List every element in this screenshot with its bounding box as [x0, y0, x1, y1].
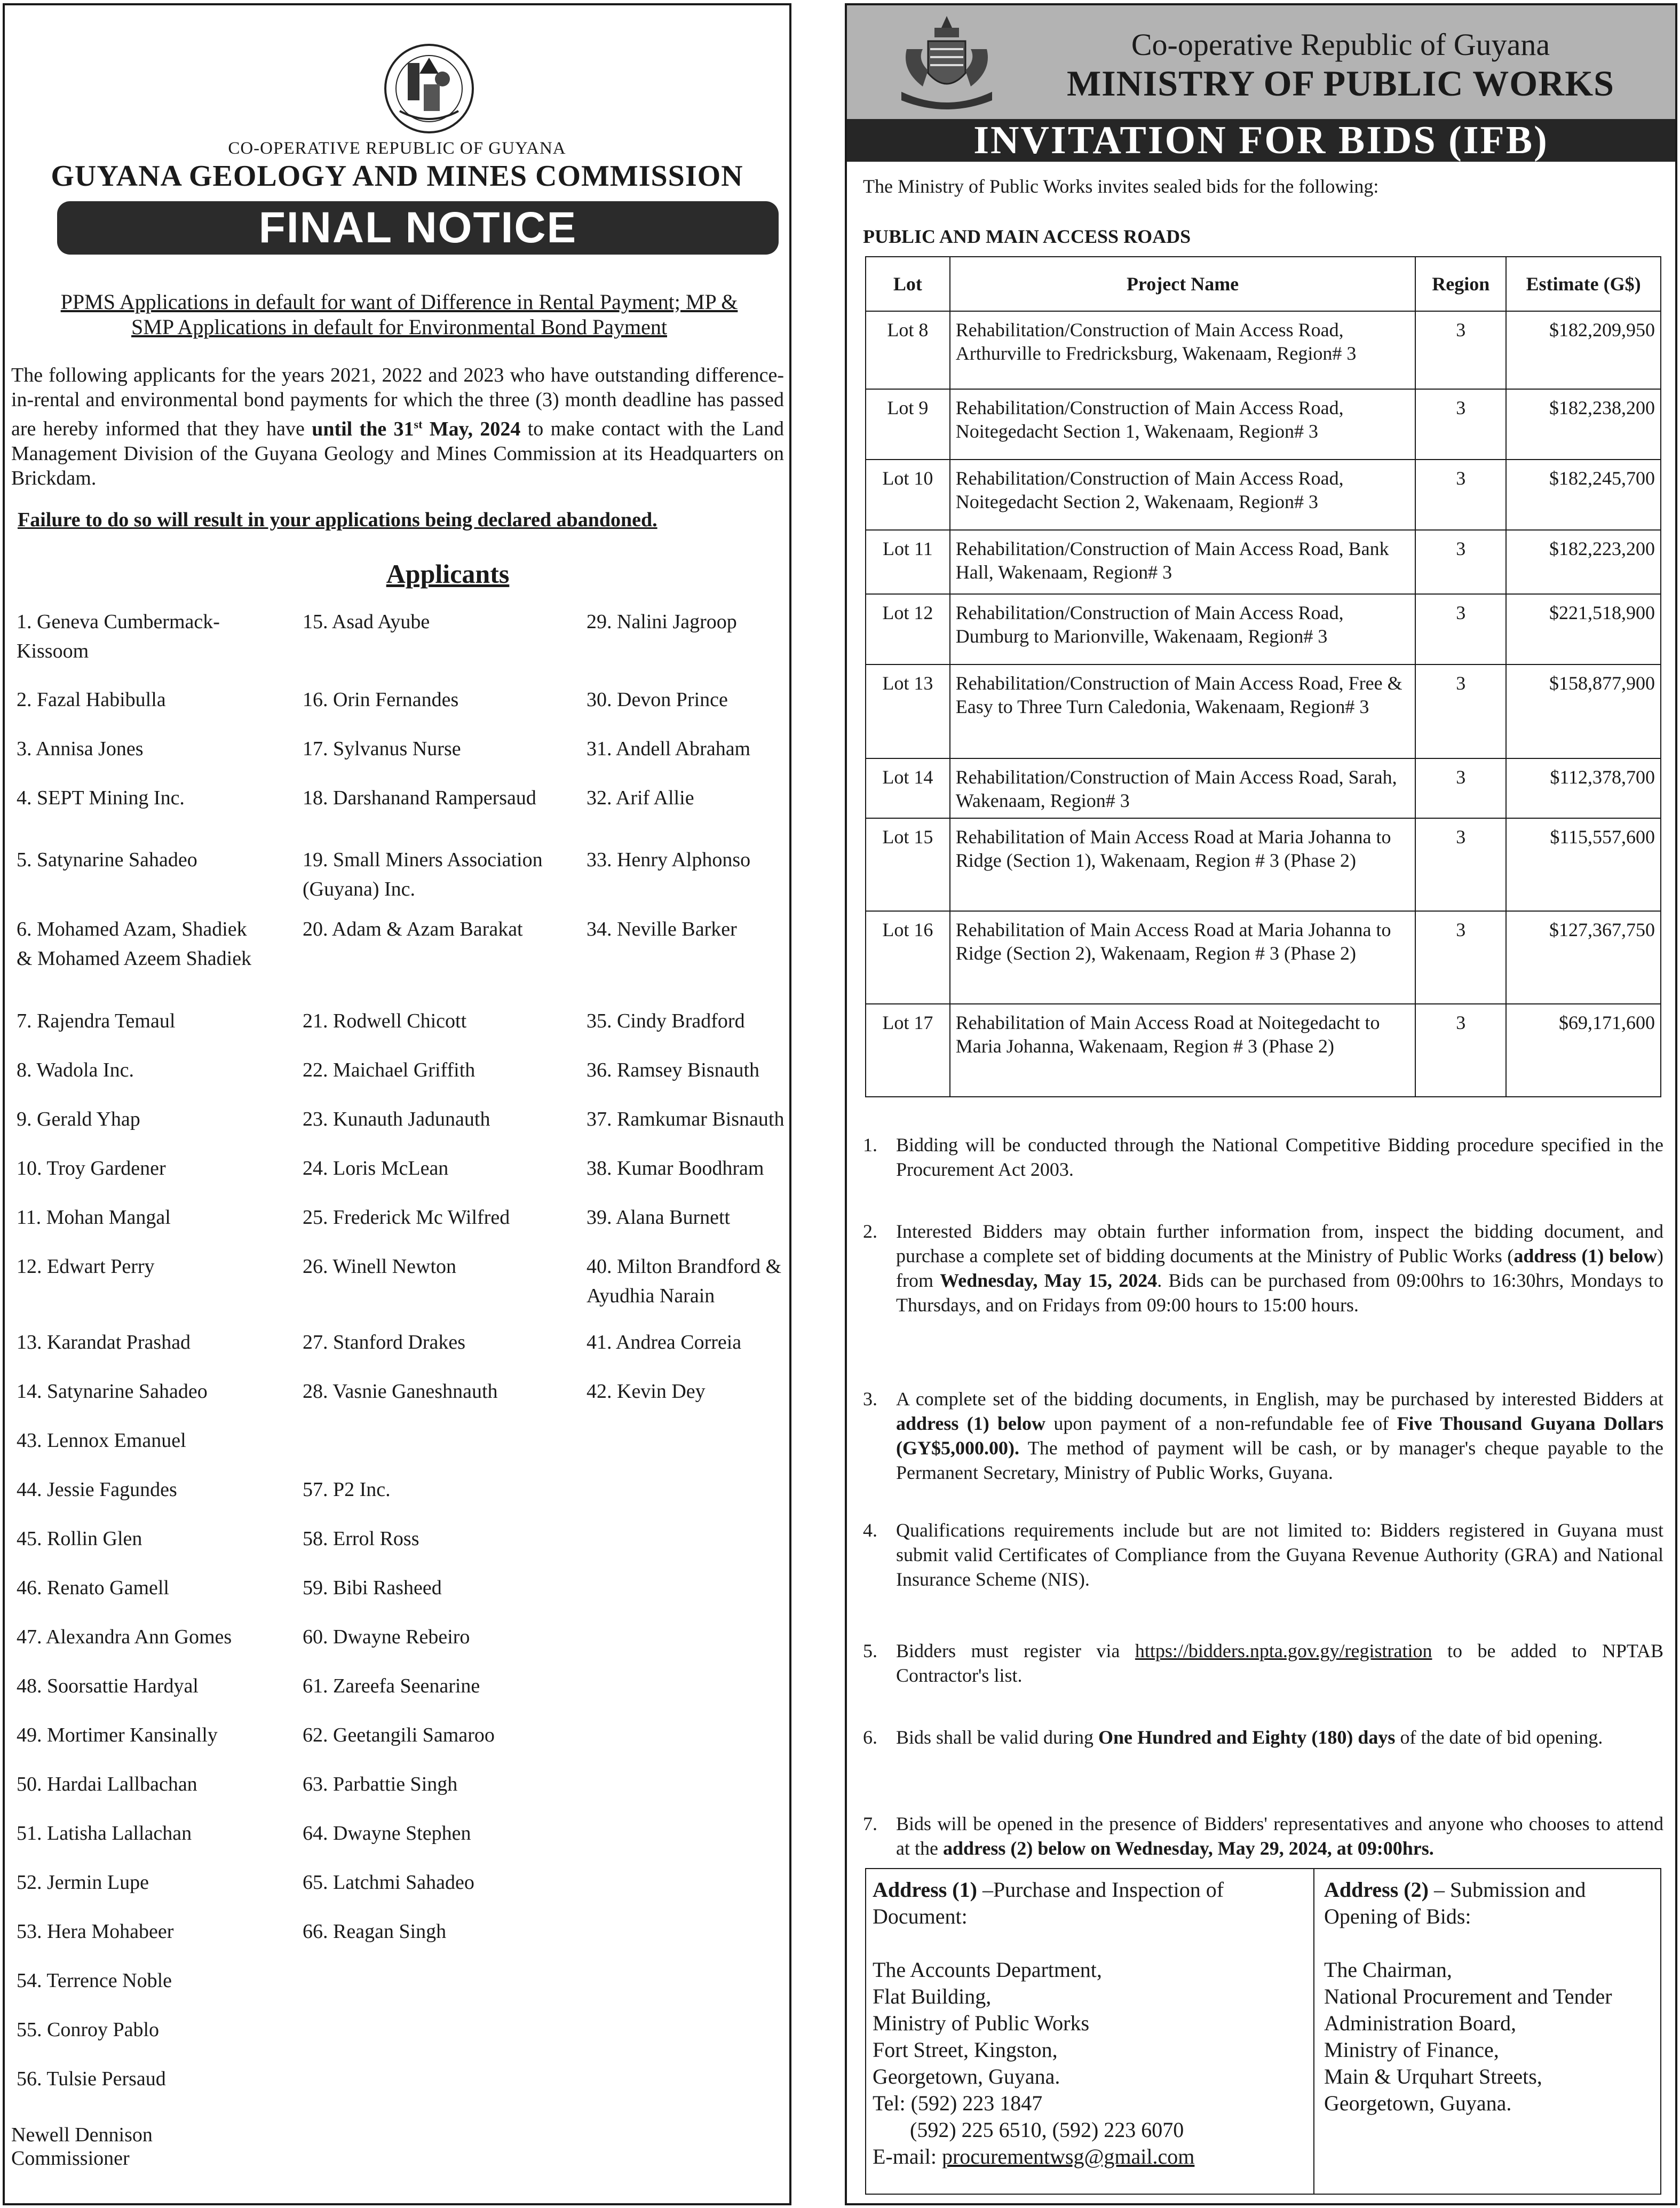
applicant-item: 8. Wadola Inc. [17, 1059, 134, 1081]
applicant-item: 23. Kunauth Jadunauth [303, 1108, 490, 1130]
applicant-item: 46. Renato Gamell [17, 1577, 169, 1599]
clause-number: 3. [863, 1388, 877, 1410]
applicant-item: 43. Lennox Emanuel [17, 1429, 186, 1452]
address-1-heading: Address (1) –Purchase and Inspection of Document: [873, 1878, 1224, 1928]
ifb-banner: INVITATION FOR BIDS (IFB) [847, 119, 1675, 162]
address-line: Flat Building, [873, 1984, 992, 2008]
region-cell: 3 [1415, 460, 1506, 530]
project-cell: Rehabilitation of Main Access Road at Noitegedacht to Maria Johanna, Wakenaam, Region # 3 (Phase 2) [950, 1004, 1416, 1097]
project-cell: Rehabilitation/Construction of Main Access Road, Dumburg to Marionville, Wakenaam, Region# 3 [950, 594, 1416, 664]
ppms-heading-line1: PPMS Applications in default for want of Difference in Rental Payment; MP & [60, 290, 738, 314]
estimate-cell: $112,378,700 [1506, 758, 1661, 818]
intro-paragraph [11, 363, 784, 490]
address-line: Ministry of Finance, [1324, 2038, 1499, 2062]
applicant-item: 16. Orin Fernandes [303, 688, 459, 711]
ppms-heading-line2: SMP Applications in default for Environmental Bond Payment [131, 315, 667, 339]
applicant-item: 35. Cindy Bradford [587, 1010, 745, 1032]
applicant-item: 1. Geneva Cumbermack-Kissoom [17, 611, 220, 662]
mopw-ifb [845, 3, 1677, 2205]
estimate-cell: $221,518,900 [1506, 594, 1661, 664]
applicant-item: 31. Andell Abraham [587, 738, 751, 760]
clause-number: 7. [863, 1813, 877, 1834]
address-1 [866, 1869, 1314, 2194]
header-region: Region [1415, 257, 1506, 311]
estimate-cell: $182,223,200 [1506, 530, 1661, 594]
address-line: Georgetown, Guyana. [873, 2064, 1060, 2088]
lot-cell: Lot 9 [866, 389, 950, 460]
project-cell: Rehabilitation/Construction of Main Access Road, Free & Easy to Three Turn Caledonia, Wakenaam, Region# 3 [950, 664, 1416, 758]
table-row [866, 758, 1661, 818]
applicant-item: 61. Zareefa Seenarine [303, 1675, 480, 1697]
region-cell: 3 [1415, 594, 1506, 664]
applicant-item: 47. Alexandra Ann Gomes [17, 1626, 232, 1648]
applicant-item: 25. Frederick Mc Wilfred [303, 1206, 510, 1229]
address-line: Ministry of Public Works [873, 2011, 1090, 2035]
ggmc-crest-icon [378, 42, 480, 135]
commission-title: GUYANA GEOLOGY AND MINES COMMISSION [51, 160, 743, 193]
republic-subtitle: Co-operative Republic of Guyana [1131, 27, 1550, 62]
table-row [866, 594, 1661, 664]
lot-cell: Lot 12 [866, 594, 950, 664]
lot-cell: Lot 16 [866, 911, 950, 1004]
clause-item [863, 1387, 1663, 1485]
applicant-item: 48. Soorsattie Hardyal [17, 1675, 199, 1697]
clause-number: 1. [863, 1134, 877, 1156]
address-line: National Procurement and Tender [1324, 1984, 1612, 2008]
table-header-row [866, 257, 1661, 311]
applicant-item: 13. Karandat Prashad [17, 1331, 191, 1354]
region-cell: 3 [1415, 818, 1506, 911]
table-row [866, 911, 1661, 1004]
applicant-item: 18. Darshanand Rampersaud [303, 787, 536, 809]
applicant-item: 36. Ramsey Bisnauth [587, 1059, 760, 1081]
signature [11, 2123, 153, 2170]
table-row [866, 389, 1661, 460]
applicant-item: 6. Mohamed Azam, Shadiek & Mohamed Azeem Shadiek [17, 918, 252, 970]
estimate-cell: $182,209,950 [1506, 311, 1661, 389]
ggmc-notice [3, 3, 791, 2205]
applicant-item: 54. Terrence Noble [17, 1969, 172, 1992]
project-cell: Rehabilitation/Construction of Main Access Road, Bank Hall, Wakenaam, Region# 3 [950, 530, 1416, 594]
lot-cell: Lot 11 [866, 530, 950, 594]
invite-text: The Ministry of Public Works invites sealed bids for the following: [863, 176, 1379, 197]
table-row [866, 664, 1661, 758]
clause-text: Bids shall be valid during One Hundred and Eighty (180) days of the date of bid opening. [896, 1727, 1603, 1748]
region-cell: 3 [1415, 530, 1506, 594]
applicant-item: 51. Latisha Lallachan [17, 1822, 192, 1845]
table-row [866, 311, 1661, 389]
applicant-item: 32. Arif Allie [587, 787, 694, 809]
clause-text: Bidding will be conducted through the National Competitive Bidding procedure specified in the Procurement Act 2003. [896, 1134, 1663, 1180]
header-lot: Lot [866, 257, 950, 311]
project-cell: Rehabilitation/Construction of Main Access Road, Arthurville to Fredricksburg, Wakenaam, Region# 3 [950, 311, 1416, 389]
clause-item [863, 1518, 1663, 1592]
section-heading: PUBLIC AND MAIN ACCESS ROADS [863, 226, 1191, 247]
intro-text-before: The following applicants for the years 2021, 2022 and 2023 who have outstanding difference-in-rental and environmental bond payments for which the three (3) month deadline has passed are hereby informed that they have [11, 364, 784, 440]
region-cell: 3 [1415, 1004, 1506, 1097]
address-line: Tel: (592) 223 1847 [873, 2091, 1043, 2115]
table-row [866, 1004, 1661, 1097]
applicant-item: 65. Latchmi Sahadeo [303, 1871, 474, 1894]
applicant-item: 24. Loris McLean [303, 1157, 449, 1180]
applicant-item: 2. Fazal Habibulla [17, 688, 166, 711]
estimate-cell: $115,557,600 [1506, 818, 1661, 911]
applicant-item: 3. Annisa Jones [17, 738, 144, 760]
ministry-header [847, 5, 1675, 119]
table-row [866, 460, 1661, 530]
header-estimate: Estimate (G$) [1506, 257, 1661, 311]
applicant-item: 7. Rajendra Temaul [17, 1010, 176, 1032]
failure-warning: Failure to do so will result in your applications being declared abandoned. [18, 509, 657, 531]
applicant-item: 9. Gerald Yhap [17, 1108, 140, 1130]
applicant-item: 53. Hera Mohabeer [17, 1920, 174, 1943]
lot-cell: Lot 14 [866, 758, 950, 818]
region-cell: 3 [1415, 311, 1506, 389]
region-cell: 3 [1415, 664, 1506, 758]
clause-number: 4. [863, 1520, 877, 1541]
applicant-item: 33. Henry Alphonso [587, 849, 751, 871]
address-line: (592) 225 6510, (592) 223 6070 [873, 2118, 1184, 2142]
table-row [866, 530, 1661, 594]
applicant-item: 5. Satynarine Sahadeo [17, 849, 197, 871]
clause-item [863, 1219, 1663, 1317]
lot-cell: Lot 15 [866, 818, 950, 911]
applicant-item: 58. Errol Ross [303, 1528, 419, 1550]
address-line: Main & Urquhart Streets, [1324, 2064, 1542, 2088]
email-link[interactable]: procurementwsg@gmail.com [941, 2144, 1195, 2169]
applicant-item: 44. Jessie Fagundes [17, 1478, 177, 1501]
applicant-item: 14. Satynarine Sahadeo [17, 1380, 208, 1403]
clause-item [863, 1639, 1663, 1688]
estimate-cell: $182,245,700 [1506, 460, 1661, 530]
clause-number: 2. [863, 1221, 877, 1242]
applicant-item: 34. Neville Barker [587, 918, 737, 940]
applicant-item: 38. Kumar Boodhram [587, 1157, 764, 1180]
final-notice-banner: FINAL NOTICE [57, 201, 779, 255]
applicant-item: 49. Mortimer Kansinally [17, 1724, 218, 1746]
applicant-item: 41. Andrea Correia [587, 1331, 742, 1354]
intro-deadline: until the 31st May, 2024 [312, 417, 521, 440]
applicant-item: 12. Edwart Perry [17, 1255, 155, 1278]
address-1-lines [873, 1957, 1307, 2143]
ministry-title: MINISTRY OF PUBLIC WORKS [1066, 63, 1614, 104]
intro-text-after: to make contact with the Land Management Division of the Guyana Geology and Mines Commission at its Headquarters on Brickdam. [11, 417, 784, 489]
applicant-item: 29. Nalini Jagroop [587, 611, 737, 633]
applicants-title: Applicants [386, 559, 510, 589]
signature-name: Newell Dennison [11, 2124, 153, 2146]
applicant-item: 66. Reagan Singh [303, 1920, 447, 1943]
applicant-item: 30. Devon Prince [587, 688, 728, 711]
lot-cell: Lot 8 [866, 311, 950, 389]
project-cell: Rehabilitation of Main Access Road at Maria Johanna to Ridge (Section 2), Wakenaam, Region # 3 (Phase 2) [950, 911, 1416, 1004]
table-row [866, 818, 1661, 911]
project-cell: Rehabilitation of Main Access Road at Maria Johanna to Ridge (Section 1), Wakenaam, Region # 3 (Phase 2) [950, 818, 1416, 911]
address-line: Georgetown, Guyana. [1324, 2091, 1512, 2115]
clause-text: Bidders must register via https://bidders.npta.gov.gy/registration to be added to NPTAB Contractor's list. [896, 1640, 1663, 1686]
clause-text: A complete set of the bidding documents, in English, may be purchased by interested Bidders at address (1) below upon payment of a non-refundable fee of Five Thousand Guyana Dollars (GY$5,000.00). The method of payment will be cash, or by manager's cheque payable to the Permanent Secretary, Ministry of Public Works, Guyana. [896, 1388, 1663, 1483]
applicant-item: 19. Small Miners Association (Guyana) Inc. [303, 849, 543, 900]
applicant-item: 10. Troy Gardener [17, 1157, 166, 1180]
applicant-item: 4. SEPT Mining Inc. [17, 787, 185, 809]
address-line: Fort Street, Kingston, [873, 2038, 1058, 2062]
address-line: Administration Board, [1324, 2011, 1516, 2035]
applicant-item: 42. Kevin Dey [587, 1380, 706, 1403]
clause-item [863, 1133, 1663, 1182]
address-2-lines [1324, 1957, 1654, 2117]
country-subtitle: CO-OPERATIVE REPUBLIC OF GUYANA [228, 139, 566, 158]
registration-link[interactable]: https://bidders.npta.gov.gy/registration [1135, 1640, 1432, 1661]
applicant-item: 20. Adam & Azam Barakat [303, 918, 523, 940]
applicant-item: 37. Ramkumar Bisnauth [587, 1108, 784, 1130]
address-1-email: E-mail: procurementwsg@gmail.com [873, 2144, 1195, 2169]
applicant-item: 60. Dwayne Rebeiro [303, 1626, 470, 1648]
applicant-item: 52. Jermin Lupe [17, 1871, 149, 1894]
clause-number: 5. [863, 1640, 877, 1661]
applicant-item: 55. Conroy Pablo [17, 2019, 160, 2041]
clause-text: Qualifications requirements include but are not limited to: Bidders registered in Guyana must submit valid Certificates of Compliance from the Guyana Revenue Authority (GRA) and National Insurance Scheme (NIS). [896, 1520, 1663, 1590]
region-cell: 3 [1415, 389, 1506, 460]
project-cell: Rehabilitation/Construction of Main Access Road, Sarah, Wakenaam, Region# 3 [950, 758, 1416, 818]
lot-cell: Lot 13 [866, 664, 950, 758]
address-box [865, 1868, 1661, 2195]
lot-cell: Lot 17 [866, 1004, 950, 1097]
applicant-item: 26. Winell Newton [303, 1255, 457, 1278]
applicant-item: 45. Rollin Glen [17, 1528, 142, 1550]
applicant-item: 64. Dwayne Stephen [303, 1822, 471, 1845]
region-cell: 3 [1415, 911, 1506, 1004]
estimate-cell: $182,238,200 [1506, 389, 1661, 460]
header-project: Project Name [950, 257, 1416, 311]
applicant-item: 63. Parbattie Singh [303, 1773, 458, 1795]
applicant-item: 56. Tulsie Persaud [17, 2068, 166, 2090]
clause-text: Bids will be opened in the presence of Bidders' representatives and anyone who chooses to attend at the address (2) below on Wednesday, May 29, 2024, at 09:00hrs. [896, 1813, 1663, 1859]
applicant-item: 27. Stanford Drakes [303, 1331, 465, 1354]
applicant-item: 15. Asad Ayube [303, 611, 430, 633]
bids-table [865, 256, 1661, 1097]
project-cell: Rehabilitation/Construction of Main Access Road, Noitegedacht Section 1, Wakenaam, Region# 3 [950, 389, 1416, 460]
address-line: The Accounts Department, [873, 1958, 1102, 1982]
applicant-item: 59. Bibi Rasheed [303, 1577, 442, 1599]
applicant-item: 39. Alana Burnett [587, 1206, 731, 1229]
estimate-cell: $127,367,750 [1506, 911, 1661, 1004]
clause-item [863, 1725, 1663, 1750]
lot-cell: Lot 10 [866, 460, 950, 530]
applicant-item: 62. Geetangili Samaroo [303, 1724, 495, 1746]
applicant-item: 11. Mohan Mangal [17, 1206, 171, 1229]
ppms-heading [26, 289, 772, 339]
address-line: The Chairman, [1324, 1958, 1452, 1982]
clause-number: 6. [863, 1727, 877, 1748]
clause-text: Interested Bidders may obtain further information from, inspect the bidding document, and purchase a complete set of bidding documents at the Ministry of Public Works (address (1) below) from Wednesday, May 15, 2024. Bids can be purchased from 09:00hrs to 16:30hrs, Mondays to Thursdays, and on Fridays from 09:00 hours to 15:00 hours. [896, 1221, 1664, 1316]
applicant-item: 22. Maichael Griffith [303, 1059, 476, 1081]
address-2 [1314, 1869, 1660, 2194]
region-cell: 3 [1415, 758, 1506, 818]
estimate-cell: $69,171,600 [1506, 1004, 1661, 1097]
signature-title: Commissioner [11, 2147, 130, 2170]
applicant-item: 28. Vasnie Ganeshnauth [303, 1380, 498, 1403]
applicant-item: 21. Rodwell Chicott [303, 1010, 467, 1032]
applicant-item: 40. Milton Brandford & Ayudhia Narain [587, 1255, 782, 1307]
applicant-item: 17. Sylvanus Nurse [303, 738, 461, 760]
applicant-item: 50. Hardai Lallbachan [17, 1773, 197, 1795]
clause-item [863, 1811, 1663, 1861]
project-cell: Rehabilitation/Construction of Main Access Road, Noitegedacht Section 2, Wakenaam, Region# 3 [950, 460, 1416, 530]
address-2-heading: Address (2) – Submission and Opening of Bids: [1324, 1878, 1586, 1928]
estimate-cell: $158,877,900 [1506, 664, 1661, 758]
applicant-item: 57. P2 Inc. [303, 1478, 391, 1501]
coat-of-arms-icon [885, 12, 1008, 113]
